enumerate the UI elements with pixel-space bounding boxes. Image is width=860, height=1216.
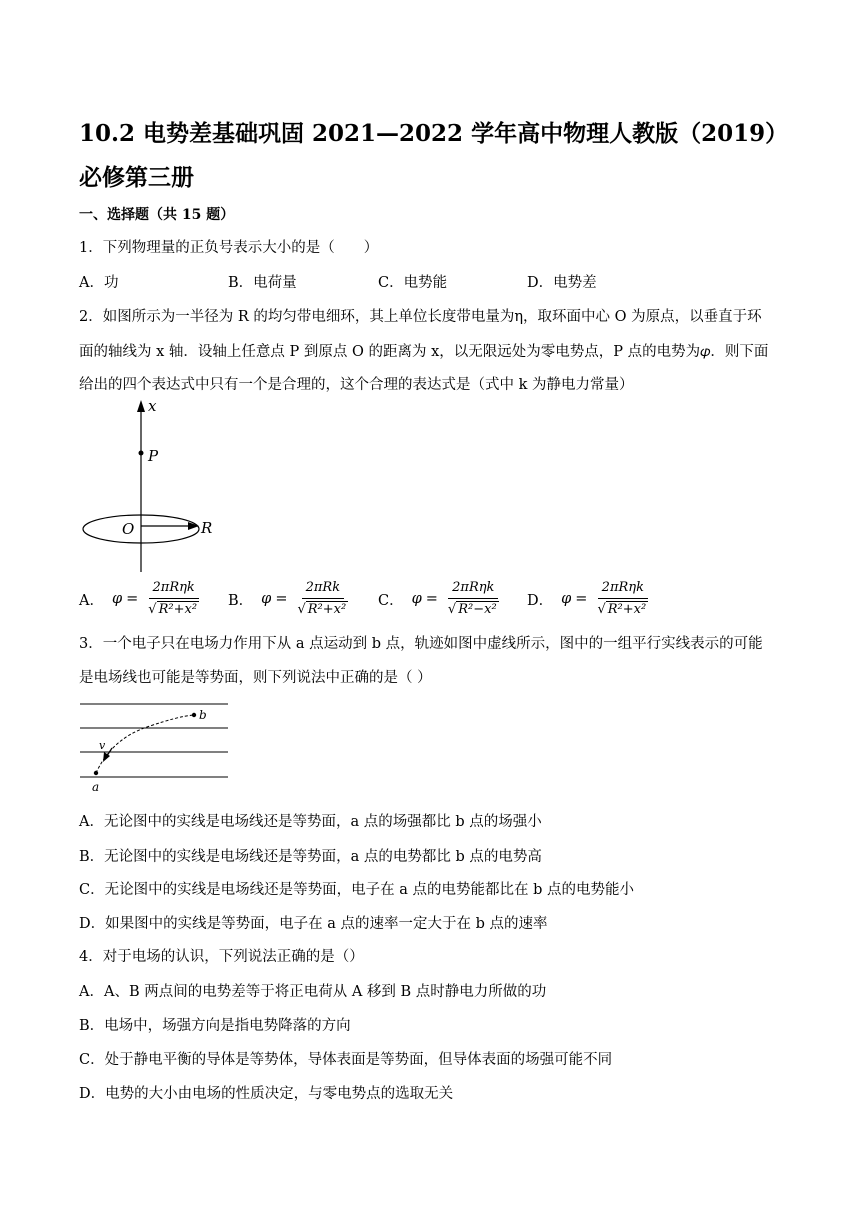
- point-b-label: b: [199, 708, 207, 722]
- velocity-label: v: [99, 739, 106, 752]
- q1-option-d: D．电势差: [527, 275, 597, 291]
- q3-option-c: C．无论图中的实线是电场线还是等势面，电子在 a 点的电势能都比在 b 点的电势能小: [79, 882, 634, 898]
- denominator: √ R²−x²: [447, 601, 497, 617]
- q2-option-a-label: A．: [79, 592, 104, 609]
- equals-sign: =: [425, 591, 438, 607]
- q1-option-a: A．功: [79, 275, 119, 291]
- denominator: √ R²+x²: [597, 601, 647, 617]
- phi-symbol: φ: [411, 591, 422, 607]
- point-a: [94, 771, 98, 775]
- numerator: 2πRk: [302, 580, 344, 599]
- q4-stem: 4．对于电场的认识，下列说法正确的是（）: [79, 949, 364, 965]
- radius-label: R: [201, 519, 213, 537]
- trajectory-dashed: [96, 715, 194, 773]
- q2-option-b: [228, 574, 348, 624]
- q1-option-c: C．电势能: [378, 275, 448, 291]
- q1-options: [79, 271, 779, 291]
- radicand: R²+x²: [158, 601, 198, 617]
- q1-option-b: B．电荷量: [228, 275, 297, 291]
- point-a-label: a: [92, 780, 100, 794]
- q2-option-c-label: C．: [378, 592, 404, 609]
- q4-option-c: C．处于静电平衡的导体是等势体，导体表面是等势面，但导体表面的场强可能不同: [79, 1052, 613, 1068]
- x-axis-arrowhead: [137, 400, 145, 412]
- field-lines-figure: [78, 696, 233, 796]
- equals-sign: =: [575, 591, 588, 607]
- q3-stem-line2: 是电场线也可能是等势面，则下列说法中正确的是（ ）: [79, 670, 432, 686]
- fraction: [297, 580, 348, 619]
- x-axis-label: x: [148, 397, 157, 415]
- q2-option-c: [378, 574, 499, 624]
- q3-option-a: A．无论图中的实线是电场线还是等势面，a 点的场强都比 b 点的场强小: [79, 814, 542, 830]
- phi-symbol: φ: [561, 591, 572, 607]
- fraction: [148, 580, 199, 619]
- origin-label: O: [122, 520, 135, 538]
- q4-option-b: B．电场中，场强方向是指电势降落的方向: [79, 1018, 351, 1034]
- q2-options: [79, 574, 779, 624]
- fraction: [448, 580, 499, 619]
- numerator: 2πRηk: [149, 580, 199, 599]
- q3-option-d: D．如果图中的实线是等势面，电子在 a 点的速率一定大于在 b 点的速率: [79, 916, 548, 932]
- phi-symbol: φ: [261, 591, 272, 607]
- ring-figure: [78, 396, 228, 576]
- q3-option-b: B．无论图中的实线是电场线还是等势面，a 点的电势都比 b 点的电势高: [79, 849, 542, 865]
- equals-sign: =: [126, 591, 139, 607]
- q2-option-d-label: D．: [527, 592, 554, 609]
- q4-option-a: A．A、B 两点间的电势差等于将正电荷从 A 移到 B 点时静电力所做的功: [79, 984, 547, 1000]
- point-p-label: P: [148, 447, 159, 465]
- denominator: √ R²+x²: [297, 601, 347, 617]
- phi-symbol: φ: [111, 591, 123, 607]
- radicand: R²+x²: [307, 601, 347, 617]
- point-b: [192, 713, 196, 717]
- q2-option-d: [527, 574, 648, 624]
- section-heading: 一、选择题（共 15 题）: [79, 207, 235, 223]
- numerator: 2πRηk: [448, 580, 498, 599]
- radicand: R²+x²: [607, 601, 647, 617]
- q1-stem: 1．下列物理量的正负号表示大小的是（ ）: [79, 240, 379, 256]
- q3-stem-line1: 3．一个电子只在电场力作用下从 a 点运动到 b 点，轨迹如图中虚线所示，图中的一组平行实线表示的可能: [79, 636, 763, 652]
- q2-stem-line2: 面的轴线为 x 轴．设轴上任意点 P 到原点 O 的距离为 x，以无限远处为零电势点，P 点的电势为𝜑．则下面: [79, 344, 769, 360]
- numerator: 2πRηk: [598, 580, 648, 599]
- radicand: R²−x²: [458, 601, 497, 617]
- point-p: [139, 451, 144, 456]
- q2-stem-line1: 2．如图所示为一半径为 R 的均匀带电细环，其上单位长度带电量为η，取环面中心 O 为原点，以垂直于环: [79, 309, 762, 325]
- q2-option-a: [79, 574, 199, 624]
- document-title: 10.2 电势差基础巩固 2021—2022 学年高中物理人教版（2019）必修第三册: [79, 120, 777, 191]
- q2-option-b-label: B．: [228, 592, 254, 609]
- denominator: √ R²+x²: [148, 601, 198, 617]
- q2-stem-line3: 给出的四个表达式中只有一个是合理的，这个合理的表达式是（式中 k 为静电力常量）: [79, 377, 634, 393]
- q4-option-d: D．电势的大小由电场的性质决定，与零电势点的选取无关: [79, 1086, 454, 1102]
- fraction: [597, 580, 648, 619]
- equals-sign: =: [275, 591, 288, 607]
